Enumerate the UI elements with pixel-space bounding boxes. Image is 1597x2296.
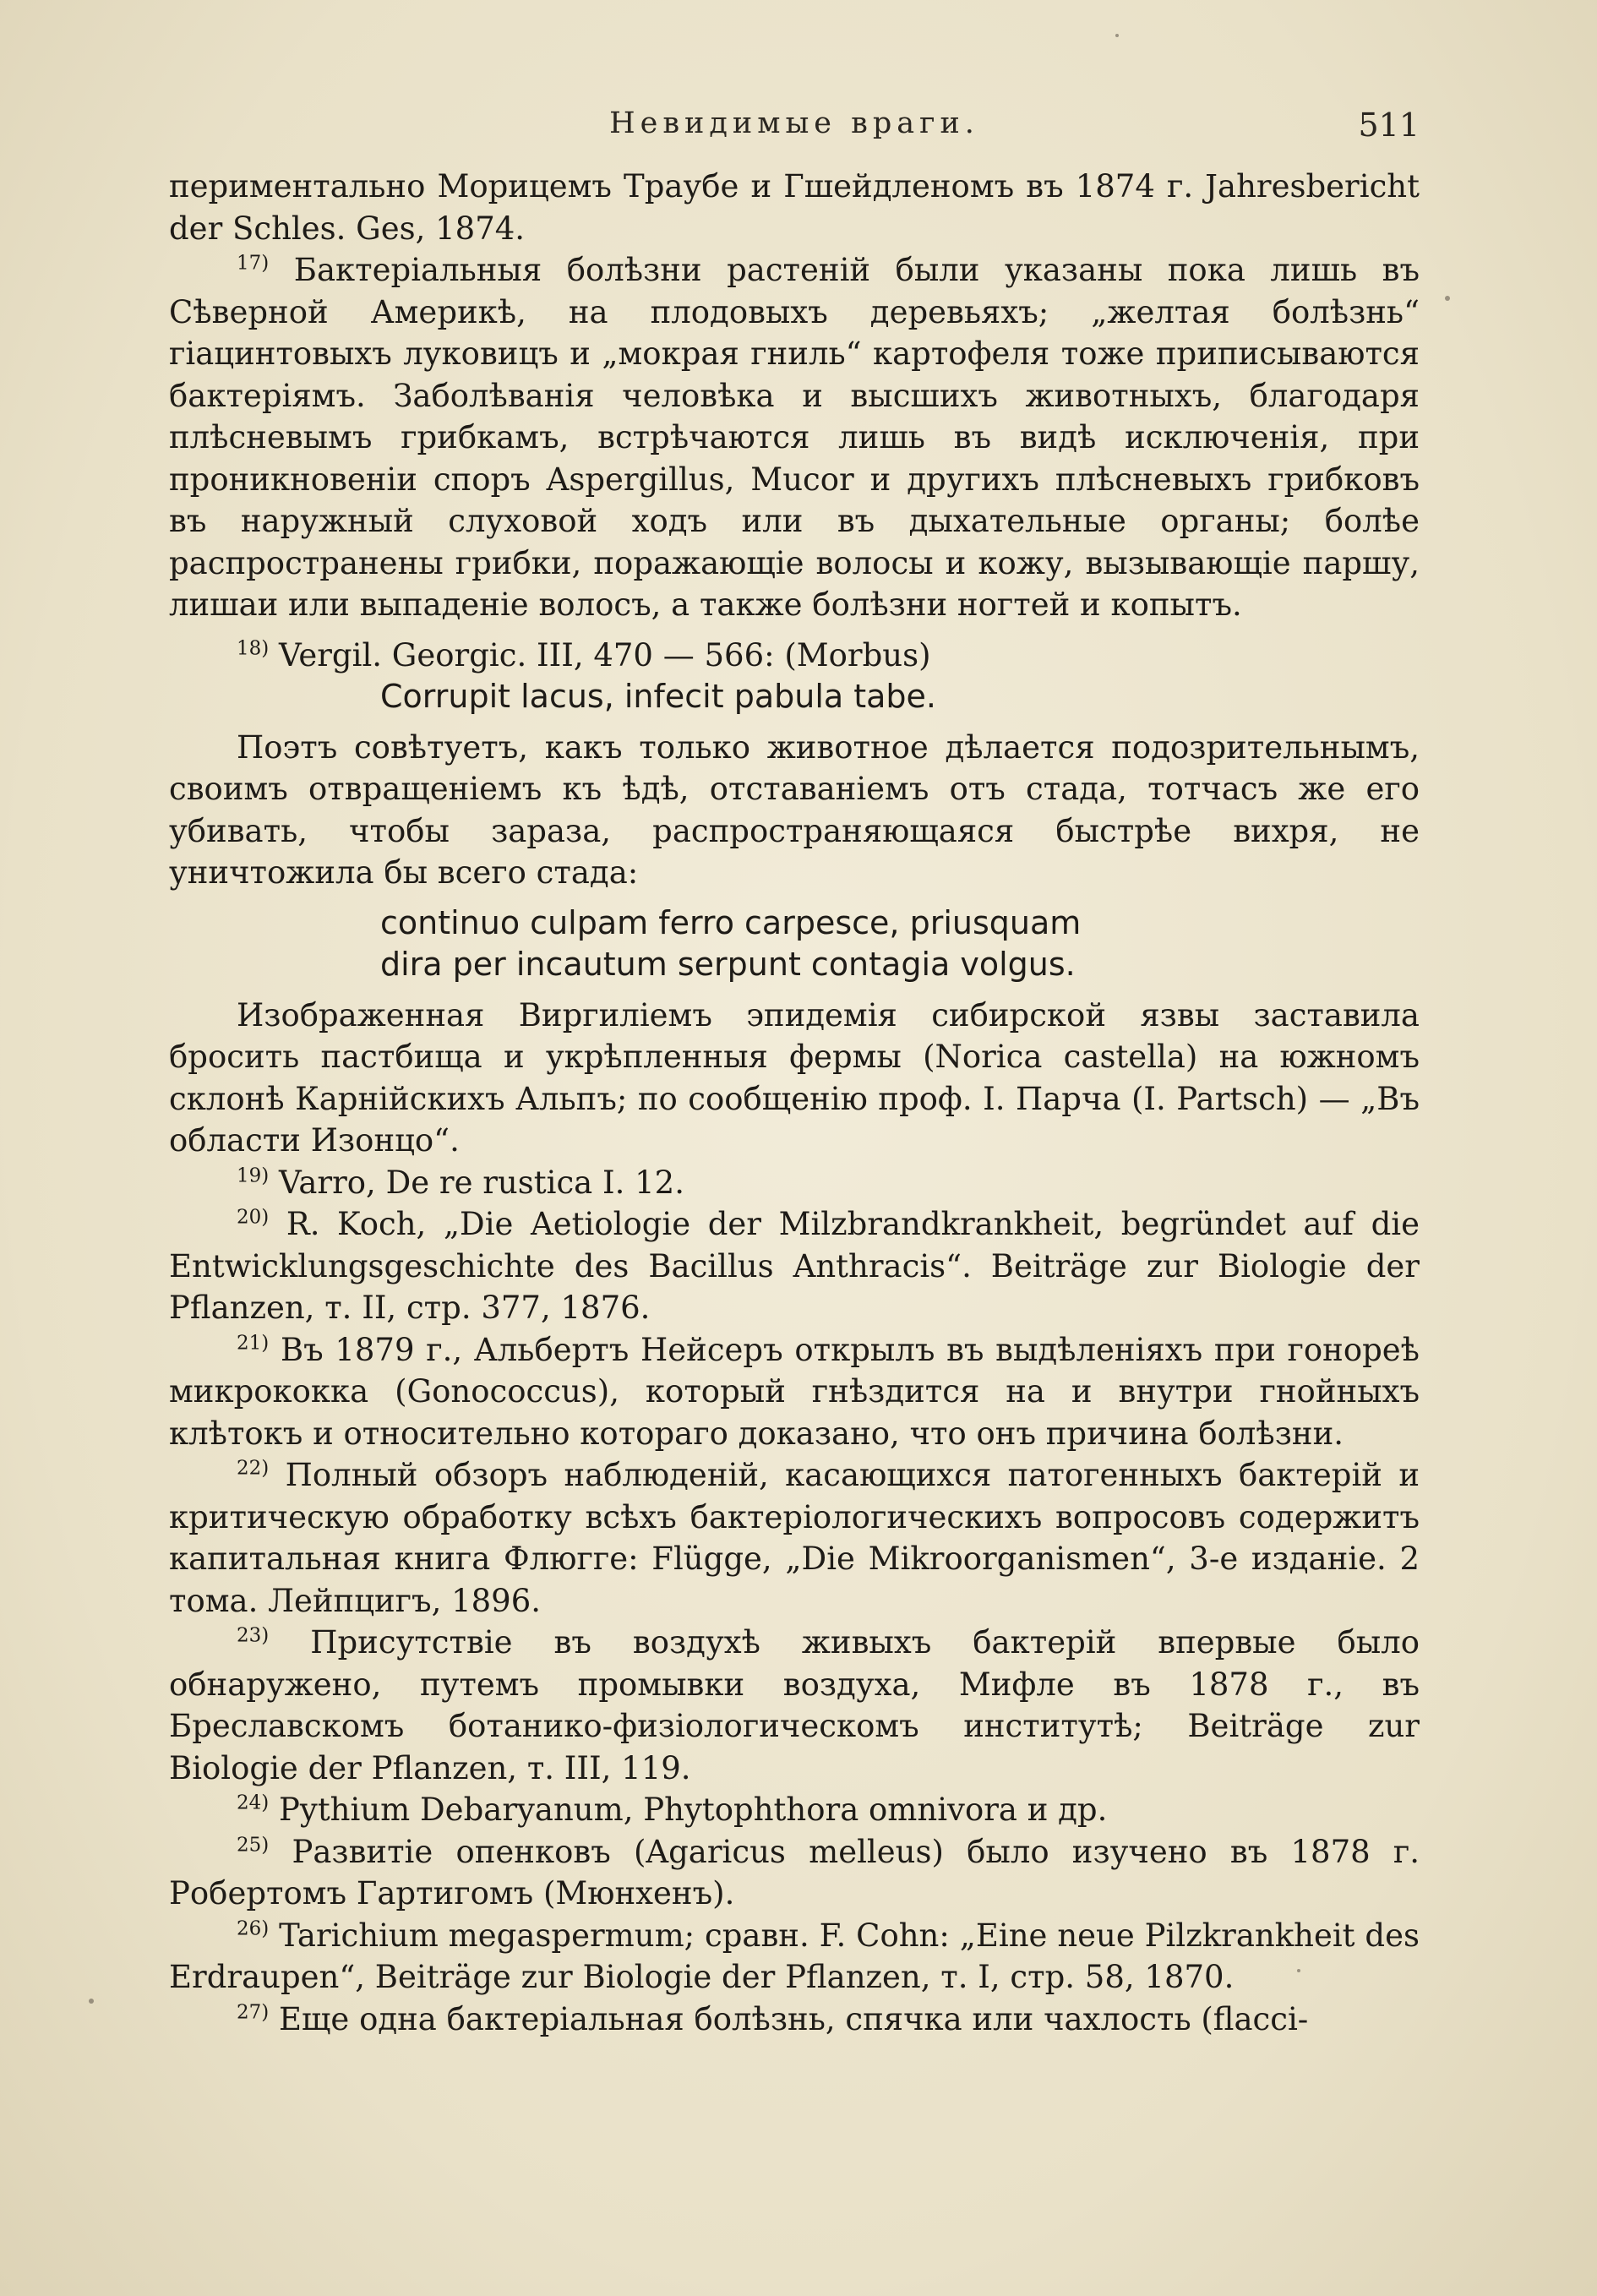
footnote-marker: 18) (237, 637, 270, 660)
footnote-19 (169, 1162, 1420, 1204)
footnote-marker: 21) (237, 1332, 270, 1355)
footnote-marker: 23) (237, 1624, 270, 1647)
footnote-text: Varro, De re rustica I. 12. (279, 1164, 684, 1201)
footnote-text: Присутствіе въ воздухѣ живыхъ бактерій впервые было обнаружено, путемъ промывки воздуха, Мифле въ 1878 г., въ Бреславскомъ ботанико-физіологическомъ институтѣ; Beiträge zur Biologie der Pflanzen, т. III, 119. (169, 1624, 1420, 1786)
paper-speck (1115, 34, 1119, 37)
footnote-marker: 19) (237, 1164, 270, 1187)
footnote-text: R. Koch, „Die Aetiologie der Milzbrandkrankheit, begründet auf die Entwicklungsgeschichte des Bacillus Anthracis“. Beiträge zur Biologie der Pflanzen, т. II, стр. 377, 1876. (169, 1206, 1420, 1326)
footnote-marker: 24) (237, 1792, 270, 1814)
footnote-text: Еще одна бактеріальная болѣзнь, спячка или чахлость (flacci- (279, 2000, 1309, 2037)
footnote-21 (169, 1329, 1420, 1455)
footnote-marker: 26) (237, 1917, 270, 1940)
footnote-marker: 20) (237, 1206, 270, 1229)
spacer (169, 718, 1420, 727)
footnote-24 (169, 1789, 1420, 1831)
footnote-text: Полный обзоръ наблюденій, касающихся патогенныхъ бактерій и критическую обработку всѣхъ бактеріологическихъ вопросовъ содержитъ капитальная книга Флюгге: Flügge, „Die Mikroorganismen“, 3-е изданіе. 2 тома. Лейпцигъ, 1896. (169, 1457, 1420, 1619)
paragraph-continuation: периментально Морицемъ Траубе и Гшейдленомъ въ 1874 г. Jahresbericht der Schles. Ges, 1874. (169, 168, 1420, 247)
spacer (169, 626, 1420, 635)
footnote-text: Tarichium megaspermum; сравн. F. Cohn: „Eine neue Pilzkrankheit des Erdraupen“, Beiträge zur Biologie der Pflanzen, т. I, стр. 58, 1870. (169, 1917, 1420, 1995)
verse-line: dira per incautum serpunt contagia volgus. (380, 946, 1076, 983)
running-title: Невидимые враги. (609, 106, 979, 140)
footnote-text: Въ 1879 г., Альбертъ Нейсеръ открылъ въ выдѣленіяхъ при гонореѣ микрококка (Gonococcus), который гнѣздится на и внутри гнойныхъ клѣтокъ и относительно котораго доказано, что онъ причина болѣзни. (169, 1331, 1420, 1452)
footnote-marker: 25) (237, 1834, 270, 1857)
verse-line: continuo culpam ferro carpesce, priusquam (380, 903, 1082, 941)
footnote-marker: 17) (237, 252, 270, 275)
paragraph-virgil-epidemic: Изображенная Виргиліемъ эпидемія сибирской язвы заставила бросить пастбища и укрѣпленныя фермы (Norica castella) на южномъ склонѣ Карнійскихъ Альпъ; по сообщенію проф. I. Парча (I. Partsch) — „Въ области Изонцо“. (169, 996, 1420, 1159)
footnote-text: Развитіе опенковъ (Agaricus melleus) было изучено въ 1878 г. Робертомъ Гартигомъ (Мюнхенъ). (169, 1833, 1420, 1912)
footnote-20 (169, 1203, 1420, 1329)
page-body (169, 166, 1420, 2040)
paper-speck (1445, 296, 1450, 301)
footnote-marker: 27) (237, 2001, 270, 2024)
footnote-26 (169, 1915, 1420, 1999)
footnote-27 (169, 1999, 1420, 2041)
footnote-marker: 22) (237, 1457, 270, 1480)
footnote-text: Pythium Debaryanum, Phytophthora omnivora и др. (279, 1792, 1108, 1828)
footnote-text: Vergil. Georgic. III, 470 — 566: (Morbus) (279, 636, 931, 674)
spacer (169, 894, 1420, 903)
verse-line: Corrupit lacus, infecit pabula tabe. (380, 678, 937, 715)
footnote-18 (169, 635, 1420, 677)
footnote-17 (169, 249, 1420, 626)
paper-speck (1297, 1969, 1300, 1972)
spacer (169, 986, 1420, 995)
footnote-25 (169, 1831, 1420, 1915)
footnote-23 (169, 1622, 1420, 1789)
paragraph-poet: Поэтъ совѣтуетъ, какъ только животное дѣлается подозрительнымъ, своимъ отвращеніемъ къ ѣдѣ, отставаніемъ отъ стада, тотчасъ же его убивать, чтобы зараза, распространяющаяся быстрѣе вихря, не уничтожила бы всего стада: (169, 728, 1420, 891)
page-header (169, 106, 1420, 157)
page-number: 511 (1358, 106, 1420, 144)
paper-speck (89, 1999, 94, 2004)
footnote-22 (169, 1454, 1420, 1622)
footnote-text: Бактеріальныя болѣзни растеній были указаны пока лишь въ Сѣверной Америкѣ, на плодовыхъ деревьяхъ; „желтая болѣзнь“ гіацинтовыхъ луковицъ и „мокрая гниль“ картофеля тоже приписываются бактеріямъ. Заболѣванія человѣка и высшихъ животныхъ, благодаря плѣсневымъ грибкамъ, встрѣчаются лишь въ видѣ исключенія, при проникновеніи споръ Aspergillus, Mucor и другихъ плѣсневыхъ грибковъ въ наружный слуховой ходъ или въ дыхательные органы; болѣе распространены грибки, поражающіе волосы и кожу, вызывающіе паршу, лишаи или выпаденіе волосъ, а также болѣзни ногтей и копытъ. (169, 252, 1420, 623)
